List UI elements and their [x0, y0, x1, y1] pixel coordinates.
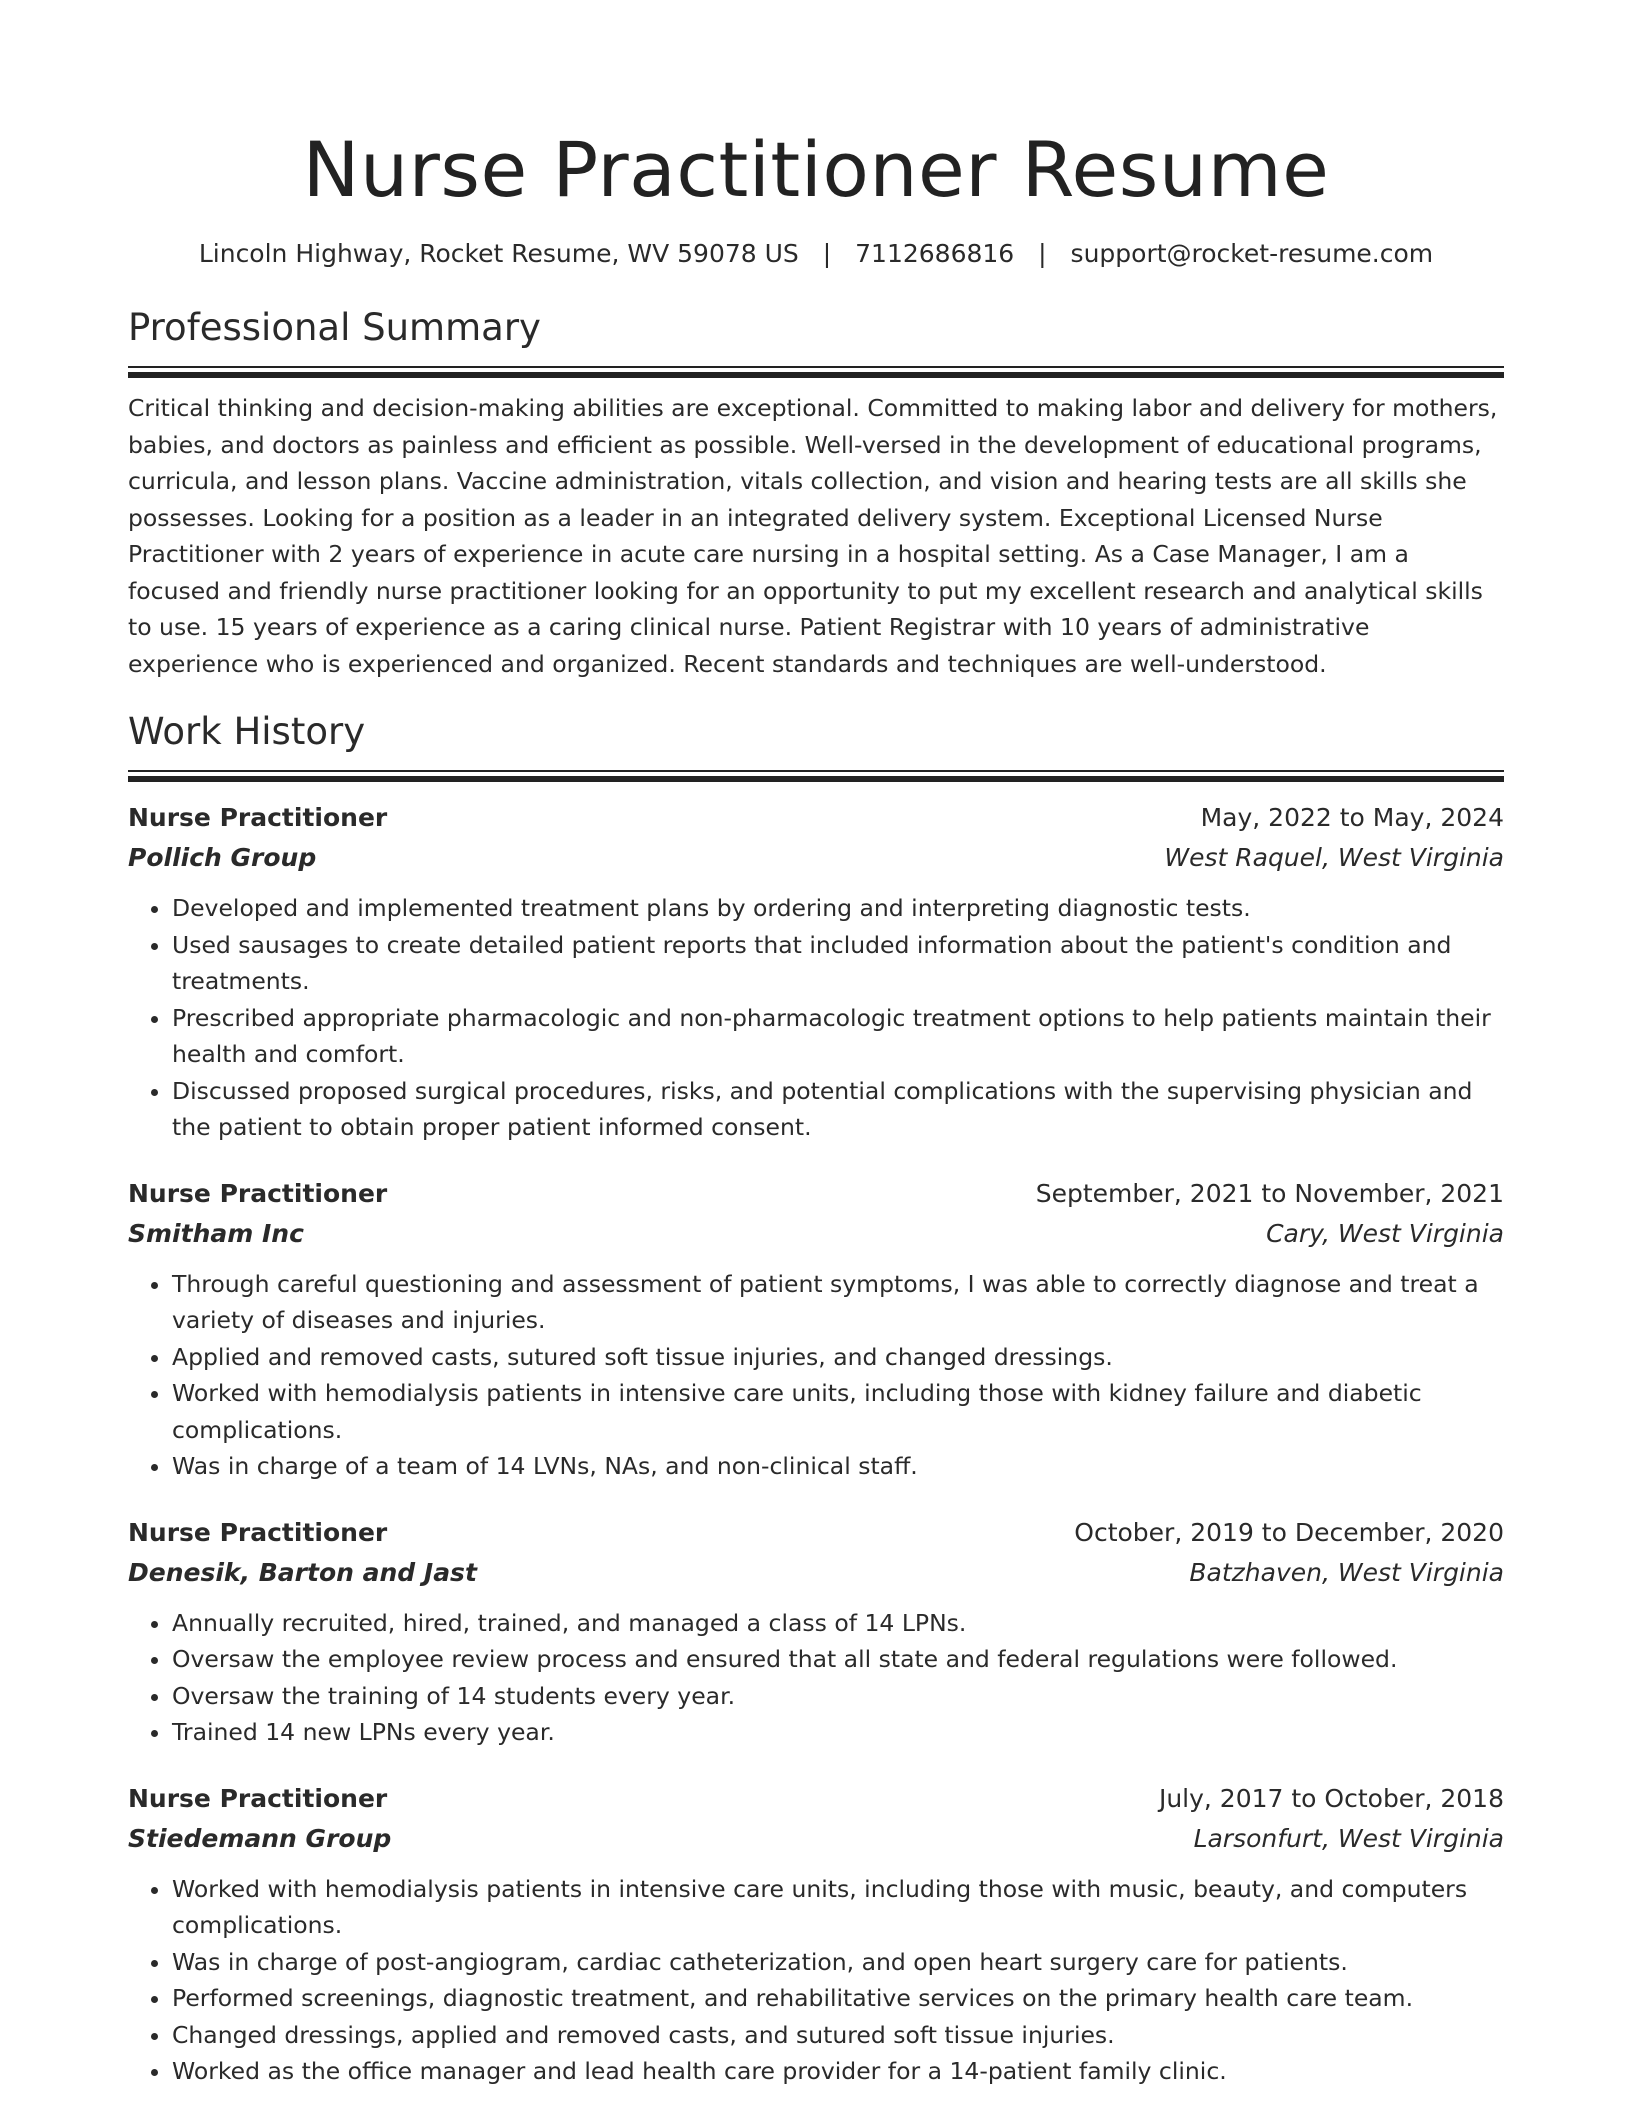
job-entry [128, 1174, 1504, 1485]
list-item: • Performed screenings, diagnostic treatment, and rehabilitative services on the primary health care team. [172, 1980, 1504, 2017]
job-location: Cary, West Virginia [1266, 1218, 1504, 1248]
work-history-section [128, 708, 1504, 2090]
list-item: • Was in charge of a team of 14 LVNs, NAs, and non-clinical staff. [172, 1448, 1504, 1485]
section-divider [128, 366, 1504, 378]
list-item: • Through careful questioning and assessment of patient symptoms, I was able to correctly diagnose and treat a variety of diseases and injuries. [172, 1266, 1504, 1339]
job-dates: September, 2021 to November, 2021 [1035, 1178, 1504, 1208]
section-heading-summary: Professional Summary [128, 306, 541, 349]
list-item: • Trained 14 new LPNs every year. [172, 1714, 1504, 1751]
job-location: West Raquel, West Virginia [1164, 843, 1504, 872]
job-company: Stiedemann Group [128, 1823, 392, 1853]
job-header-row [128, 1513, 1504, 1553]
job-company-row [128, 1553, 1504, 1593]
job-company: Denesik, Barton and Jast [128, 1557, 477, 1587]
page-title: Nurse Practitioner Resume [302, 125, 1330, 214]
professional-summary-section [128, 304, 1504, 682]
job-company: Pollich Group [128, 843, 317, 872]
contact-line [128, 236, 1504, 272]
job-bullets [128, 1871, 1504, 2090]
job-entry [128, 1513, 1504, 1751]
contact-email: support@rocket-resume.com [1070, 239, 1434, 268]
summary-text: Critical thinking and decision-making abilities are exceptional. Committed to making labor and delivery for mothers, babies, and doctors as painless and efficient as possible. Well-versed in the development of educational programs, curricula, and lesson plans. Vaccine administration, vitals collection, and vision and hearing tests are all skills she possesses. Looking for a position as a leader in an integrated delivery system. Exceptional Licensed Nurse Practitioner with 2 years of experience in acute care nursing in a hospital setting. As a Case Manager, I am a focused and friendly nurse practitioner looking for an opportunity to put my excellent research and analytical skills to use. 15 years of experience as a caring clinical nurse. Patient Registrar with 10 years of administrative experience who is experienced and organized. Recent standards and techniques are well-understood. [128, 394, 1498, 678]
contact-separator: | [1038, 239, 1047, 268]
job-company: Smitham Inc [128, 1218, 304, 1248]
list-item: • Oversaw the employee review process and ensured that all state and federal regulations were followed. [172, 1641, 1504, 1678]
contact-phone: 7112686816 [855, 239, 1015, 268]
list-item: • Discussed proposed surgical procedures, risks, and potential complications with the supervising physician and the patient to obtain proper patient informed consent. [172, 1073, 1504, 1146]
job-entry [128, 1779, 1504, 2090]
list-item: • Developed and implemented treatment plans by ordering and interpreting diagnostic tests. [172, 890, 1504, 927]
job-title: Nurse Practitioner [128, 1517, 388, 1547]
section-heading-work: Work History [128, 710, 366, 753]
job-entry [128, 798, 1504, 1146]
list-item: • Was in charge of post-angiogram, cardiac catheterization, and open heart surgery care for patients. [172, 1944, 1504, 1981]
list-item: • Worked with hemodialysis patients in intensive care units, including those with music, beauty, and computers complications. [172, 1871, 1504, 1944]
job-header-row [128, 1779, 1504, 1819]
job-bullets [128, 1266, 1504, 1485]
job-bullets [128, 1605, 1504, 1751]
job-dates: July, 2017 to October, 2018 [1158, 1783, 1504, 1813]
job-location: Larsonfurt, West Virginia [1193, 1823, 1504, 1853]
job-header-row [128, 798, 1504, 838]
job-header-row [128, 1174, 1504, 1214]
job-company-row [128, 1819, 1504, 1859]
job-title: Nurse Practitioner [128, 1178, 388, 1208]
job-company-row [128, 838, 1504, 878]
job-location: Batzhaven, West Virginia [1189, 1557, 1504, 1587]
list-item: • Worked with hemodialysis patients in intensive care units, including those with kidney failure and diabetic complications. [172, 1375, 1504, 1448]
job-title: Nurse Practitioner [128, 1783, 388, 1813]
contact-separator: | [822, 239, 832, 268]
list-item: • Applied and removed casts, sutured soft tissue injuries, and changed dressings. [172, 1339, 1504, 1376]
list-item: • Prescribed appropriate pharmacologic and non-pharmacologic treatment options to help patients maintain their health and comfort. [172, 1000, 1504, 1073]
job-title: Nurse Practitioner [128, 803, 388, 832]
list-item: • Worked as the office manager and lead health care provider for a 14-patient family clinic. [172, 2053, 1504, 2090]
job-dates: May, 2022 to May, 2024 [1200, 803, 1504, 832]
section-divider [128, 770, 1504, 782]
job-dates: October, 2019 to December, 2020 [1074, 1517, 1504, 1547]
list-item: • Oversaw the training of 14 students every year. [172, 1678, 1504, 1715]
job-bullets [128, 890, 1504, 1146]
list-item: • Changed dressings, applied and removed casts, and sutured soft tissue injuries. [172, 2017, 1504, 2054]
contact-address: Lincoln Highway, Rocket Resume, WV 59078 US [198, 239, 799, 268]
list-item: • Used sausages to create detailed patient reports that included information about the patient's condition and treatments. [172, 927, 1504, 1000]
list-item: • Annually recruited, hired, trained, and managed a class of 14 LPNs. [172, 1605, 1504, 1642]
job-company-row [128, 1214, 1504, 1254]
